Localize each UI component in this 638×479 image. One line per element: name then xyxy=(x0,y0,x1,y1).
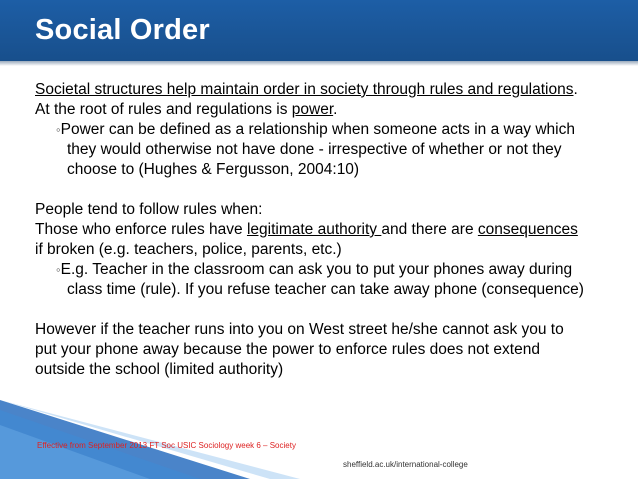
underlined-text: consequences xyxy=(477,221,578,238)
underlined-text: power xyxy=(291,101,334,118)
text: and there are xyxy=(381,221,478,238)
footer-course-info: Effective from September 2013 FT Soc USIC Sociology week 6 – Society xyxy=(37,441,296,450)
title-bar-shadow xyxy=(0,61,638,66)
paragraph-2-line-2 xyxy=(35,220,625,240)
text: . xyxy=(573,81,578,98)
bullet-1-line-2: they would otherwise not have done - irrespective of whether or not they xyxy=(67,141,562,158)
paragraph-3-line-3: outside the school (limited authority) xyxy=(35,361,284,378)
bullet-1-line-1 xyxy=(35,120,625,140)
slide-body xyxy=(35,80,625,380)
bullet-2-line-1 xyxy=(35,260,625,280)
text: Power can be defined as a relationship when someone acts in a way which xyxy=(60,121,575,138)
bullet-1-line-3: choose to (Hughes & Fergusson, 2004:10) xyxy=(67,161,360,178)
text: E.g. Teacher in the classroom can ask you to put your phones away during xyxy=(60,261,573,278)
spacer xyxy=(35,300,625,320)
footer-url: sheffield.ac.uk/international-college xyxy=(343,460,468,469)
bullet-2-line-2: class time (rule). If you refuse teacher can take away phone (consequence) xyxy=(67,281,584,298)
paragraph-2-line-1: People tend to follow rules when: xyxy=(35,201,263,218)
slide-title: Social Order xyxy=(35,14,210,46)
corner-decoration xyxy=(0,400,300,479)
paragraph-1-line-2 xyxy=(35,100,625,120)
text: . xyxy=(333,101,338,118)
paragraph-1-line-1 xyxy=(35,80,625,100)
bullet-icon: ◦ xyxy=(56,262,61,277)
underlined-text: legitimate authority xyxy=(246,221,382,238)
underlined-text: Societal structures help maintain order in society through rules and regulations xyxy=(35,81,574,98)
spacer xyxy=(35,180,625,200)
paragraph-2-line-3: if broken (e.g. teachers, police, parents, etc.) xyxy=(35,241,342,258)
paragraph-3-line-1: However if the teacher runs into you on West street he/she cannot ask you to xyxy=(35,321,564,338)
bullet-icon: ◦ xyxy=(56,122,61,137)
paragraph-3-line-2: put your phone away because the power to enforce rules does not extend xyxy=(35,341,540,358)
text: Those who enforce rules have xyxy=(35,221,247,238)
text: At the root of rules and regulations is xyxy=(35,101,292,118)
